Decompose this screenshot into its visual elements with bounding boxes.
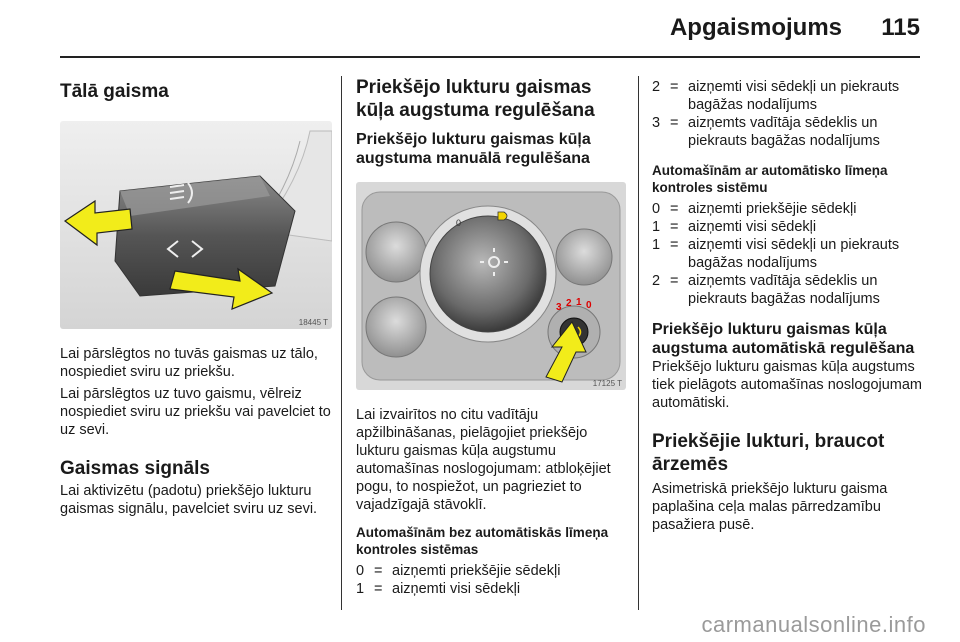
lever-illustration (60, 121, 332, 329)
dial-label-2: 2 (566, 298, 572, 309)
list-item: 0 = aizņemti priekšējie sēdekļi (356, 563, 561, 579)
subheading-auto-level: Automašīnām ar automātisko līmeņa kontroles sistēmu (652, 163, 888, 195)
dial-label-3: 3 (556, 302, 562, 313)
paragraph-low-beam: Lai pārslēgtos uz tuvo gaismu, vēlreiz nospiediet sviru uz priekšu vai pavelciet to uz sevi. (60, 386, 331, 438)
section-title: Apgaismojums (669, 14, 842, 41)
watermark: carmanualsonline.info (701, 612, 926, 637)
list-item: 3 = aizņemts vadītāja sēdeklis un piekrauts bagāžas nodalījums (652, 115, 880, 149)
list-item: 2 = aizņemti visi sēdekļi un piekrauts bagāžas nodalījums (652, 79, 900, 113)
page-header (0, 0, 960, 60)
figure-high-beam-lever (60, 121, 332, 329)
heading-headlight-flash: Gaismas signāls (60, 458, 210, 479)
list-item: 1 = aizņemti visi sēdekļi (356, 581, 521, 597)
paragraph-driving-abroad: Asimetriskā priekšējo lukturu gaisma paplašina ceļa malas pārredzamību pasažiera pusē. (652, 481, 888, 533)
heading-manual-beam-range: Priekšējo lukturu gaismas kūļa augstuma manuālā regulēšana (356, 131, 591, 167)
dial-label-1: 1 (576, 297, 582, 308)
list-item: 0 = aizņemti priekšējie sēdekļi (652, 201, 857, 217)
column-1 (60, 68, 332, 518)
column-divider-1 (341, 76, 342, 610)
dipped-beam-icon (498, 212, 507, 220)
list-item: 1 = aizņemti visi sēdekļi un piekrauts bagāžas nodalījums (652, 237, 900, 271)
heading-high-beam: Tālā gaisma (60, 81, 169, 102)
heading-beam-range: Priekšējo lukturu gaismas kūļa augstuma regulēšana (356, 77, 595, 121)
paragraph-headlight-flash: Lai aktivizētu (padotu) priekšējo lukturu gaismas signālu, pavelciet sviru uz sevi. (60, 483, 318, 517)
header-divider (60, 56, 920, 58)
list-item: 2 = aizņemts vadītāja sēdeklis un piekrauts bagāžas nodalījums (652, 273, 880, 307)
list-no-auto-level-continued (652, 78, 924, 150)
list-item: 1 = aizņemti visi sēdekļi (652, 219, 817, 235)
figure-code: 18445 T (298, 318, 328, 327)
heading-auto-beam-range: Priekšējo lukturu gaismas kūļa augstuma automātiskā regulēšana (652, 321, 915, 357)
column-3 (652, 68, 924, 534)
list-auto-level (652, 200, 924, 308)
paragraph-high-beam-on: Lai pārslēgtos no tuvās gaismas uz tālo, nospiediet sviru uz priekšu. (60, 346, 318, 380)
column-divider-2 (638, 76, 639, 610)
dial-label-0: 0 (456, 218, 462, 228)
dial-label-0b: 0 (586, 300, 592, 311)
page-number: 115 (881, 14, 920, 41)
subheading-no-auto-level: Automašīnām bez automātiskās līmeņa kontroles sistēmas (356, 525, 609, 557)
column-2 (356, 68, 626, 598)
figure-code: 17125 T (592, 379, 622, 388)
list-no-auto-level (356, 562, 626, 598)
light-switch-illustration (356, 182, 626, 390)
heading-driving-abroad: Priekšējie lukturi, braucot ārzemēs (652, 431, 885, 475)
figure-light-switch (356, 182, 626, 390)
paragraph-beam-adjust: Lai izvairītos no citu vadītāju apžilbināšanas, pielāgojiet priekšējo lukturu gaismas kūļa augstumu automašīnas noslogojumam: atbloķējiet pogu, to nospiežot, un pagrieziet to vajadzīgajā stāvoklī. (356, 407, 611, 513)
paragraph-auto-beam-range: Priekšējo lukturu gaismas kūļa augstums tiek pielāgots automašīnas noslogojumam automātiski. (652, 359, 923, 411)
